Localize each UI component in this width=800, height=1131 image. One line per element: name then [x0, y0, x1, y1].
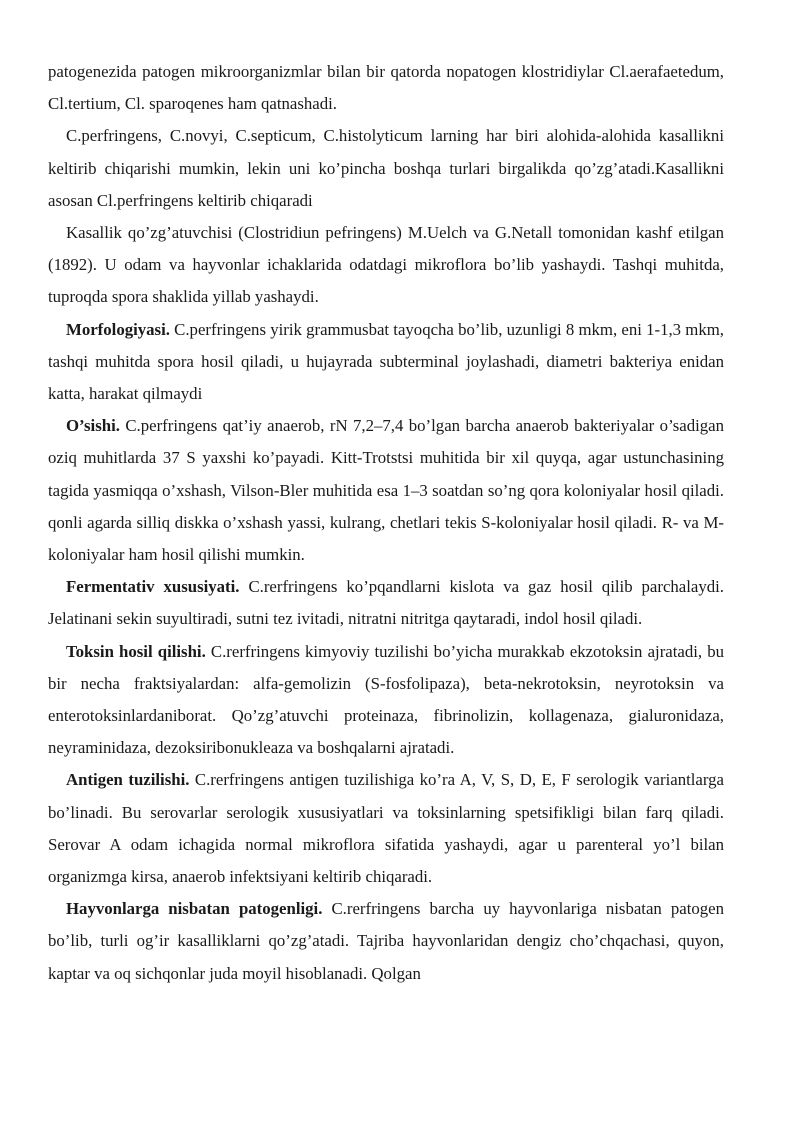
paragraph-pathogenicity: [48, 893, 724, 990]
paragraph-text: C.rerfringens antigen tuzilishiga ko’ra A, V, S, D, E, F serologik variantlarga bo’linadi. Bu serovarlar serologik xususiyatlari va toksinlarning spetsifikligi bilan farq qiladi. Serovar A odam ichagida normal mikroflora sifatida yashaydi, agar u parenteral yo’l bilan organizmga kirsa, anaerob infektsiyani keltirib chiqaradi.: [48, 770, 724, 887]
section-heading-growth: O’sishi.: [66, 416, 120, 436]
paragraph-toxin: [48, 636, 724, 765]
paragraph-text: C.perfringens, C.novyi, C.septicum, C.histolyticum larning har biri alohida-alohida kasallikni keltirib chiqarishi mumkin, lekin uni ko’pincha boshqa turlari birgalikda qo’zg’atadi.Kasallikni asosan Cl.perfringens keltirib chiqaradi: [48, 126, 724, 210]
section-heading-fermentation: Fermentativ xususiyati.: [66, 577, 240, 597]
paragraph-fermentation: [48, 571, 724, 635]
section-heading-toxin: Toksin hosil qilishi.: [66, 641, 206, 661]
paragraph-morphology: [48, 314, 724, 411]
paragraph-antigen: [48, 764, 724, 893]
paragraph-intro-continued: [48, 56, 724, 120]
document-page: [48, 56, 724, 990]
paragraph-species-list: [48, 120, 724, 217]
paragraph-text: C.rerfringens kimyoviy tuzilishi bo’yicha murakkab ekzotoksin ajratadi, bu bir necha fraktsiyalardan: alfa-gemolizin (S-fosfolipaza), beta-nekrotoksin, neyrotoksin va enterotoksinlardaniborat. Qo’zg’atuvchi proteinaza, fibrinolizin, kollagenaza, gialuronidaza, neyraminidaza, dezoksiribonukleaza va boshqalarni ajratadi.: [48, 641, 724, 758]
paragraph-text: C.perfringens qat’iy anaerob, rN 7,2–7,4 bo’lgan barcha anaerob bakteriyalar o’sadigan oziq muhitlarda 37 S yaxshi ko’payadi. Kitt-Trotstsi muhitida bir xil quyqa, agar ustunchasining tagida yasmiqqa o’xshash, Vilson-Bler muhitida esa 1–3 soatdan so’ng qora koloniyalar hosil qiladi. qonli agarda silliq diskka o’xshash yassi, kulrang, chetlari tekis S-koloniyalar hosil qiladi. R- va M-koloniyalar ham hosil qilishi mumkin.: [48, 416, 724, 565]
paragraph-text: C.rerfringens ko’pqandlarni kislota va gaz hosil qilib parchalaydi. Jelatinani sekin suyultiradi, sutni tez ivitadi, nitratni nitritga qaytaradi, indol hosil qiladi.: [48, 577, 724, 629]
section-heading-morphology: Morfologiyasi.: [66, 319, 170, 339]
paragraph-growth: [48, 410, 724, 571]
paragraph-text: C.rerfringens barcha uy hayvonlariga nisbatan patogen bo’lib, turli og’ir kasalliklarni qo’zg’atadi. Tajriba hayvonlaridan dengiz cho’chqachasi, quyon, kaptar va oq sichqonlar juda moyil hisoblanadi. Qolgan: [48, 899, 724, 983]
paragraph-text: patogenezida patogen mikroorganizmlar bilan bir qatorda nopatogen klostridiylar Cl.aerafaetedum, Cl.tertium, Cl. sparoqenes ham qatnashadi.: [48, 62, 724, 114]
section-heading-pathogenicity: Hayvonlarga nisbatan patogenligi.: [66, 899, 323, 919]
paragraph-text: C.perfringens yirik grammusbat tayoqcha bo’lib, uzunligi 8 mkm, eni 1-1,3 mkm, tashqi muhitda spora hosil qiladi, u hujayrada subterminal joylashadi, diametri bakteriya enidan katta, harakat qilmaydi: [48, 319, 724, 404]
paragraph-text: Kasallik qo’zg’atuvchisi (Clostridiun pefringens) M.Uelch va G.Netall tomonidan kashf etilgan (1892). U odam va hayvonlar ichaklarida odatdagi mikroflora bo’lib yashaydi. Tashqi muhitda, tuproqda spora shaklida yillab yashaydi.: [48, 223, 724, 307]
paragraph-discovery: [48, 217, 724, 314]
section-heading-antigen: Antigen tuzilishi.: [66, 770, 190, 790]
